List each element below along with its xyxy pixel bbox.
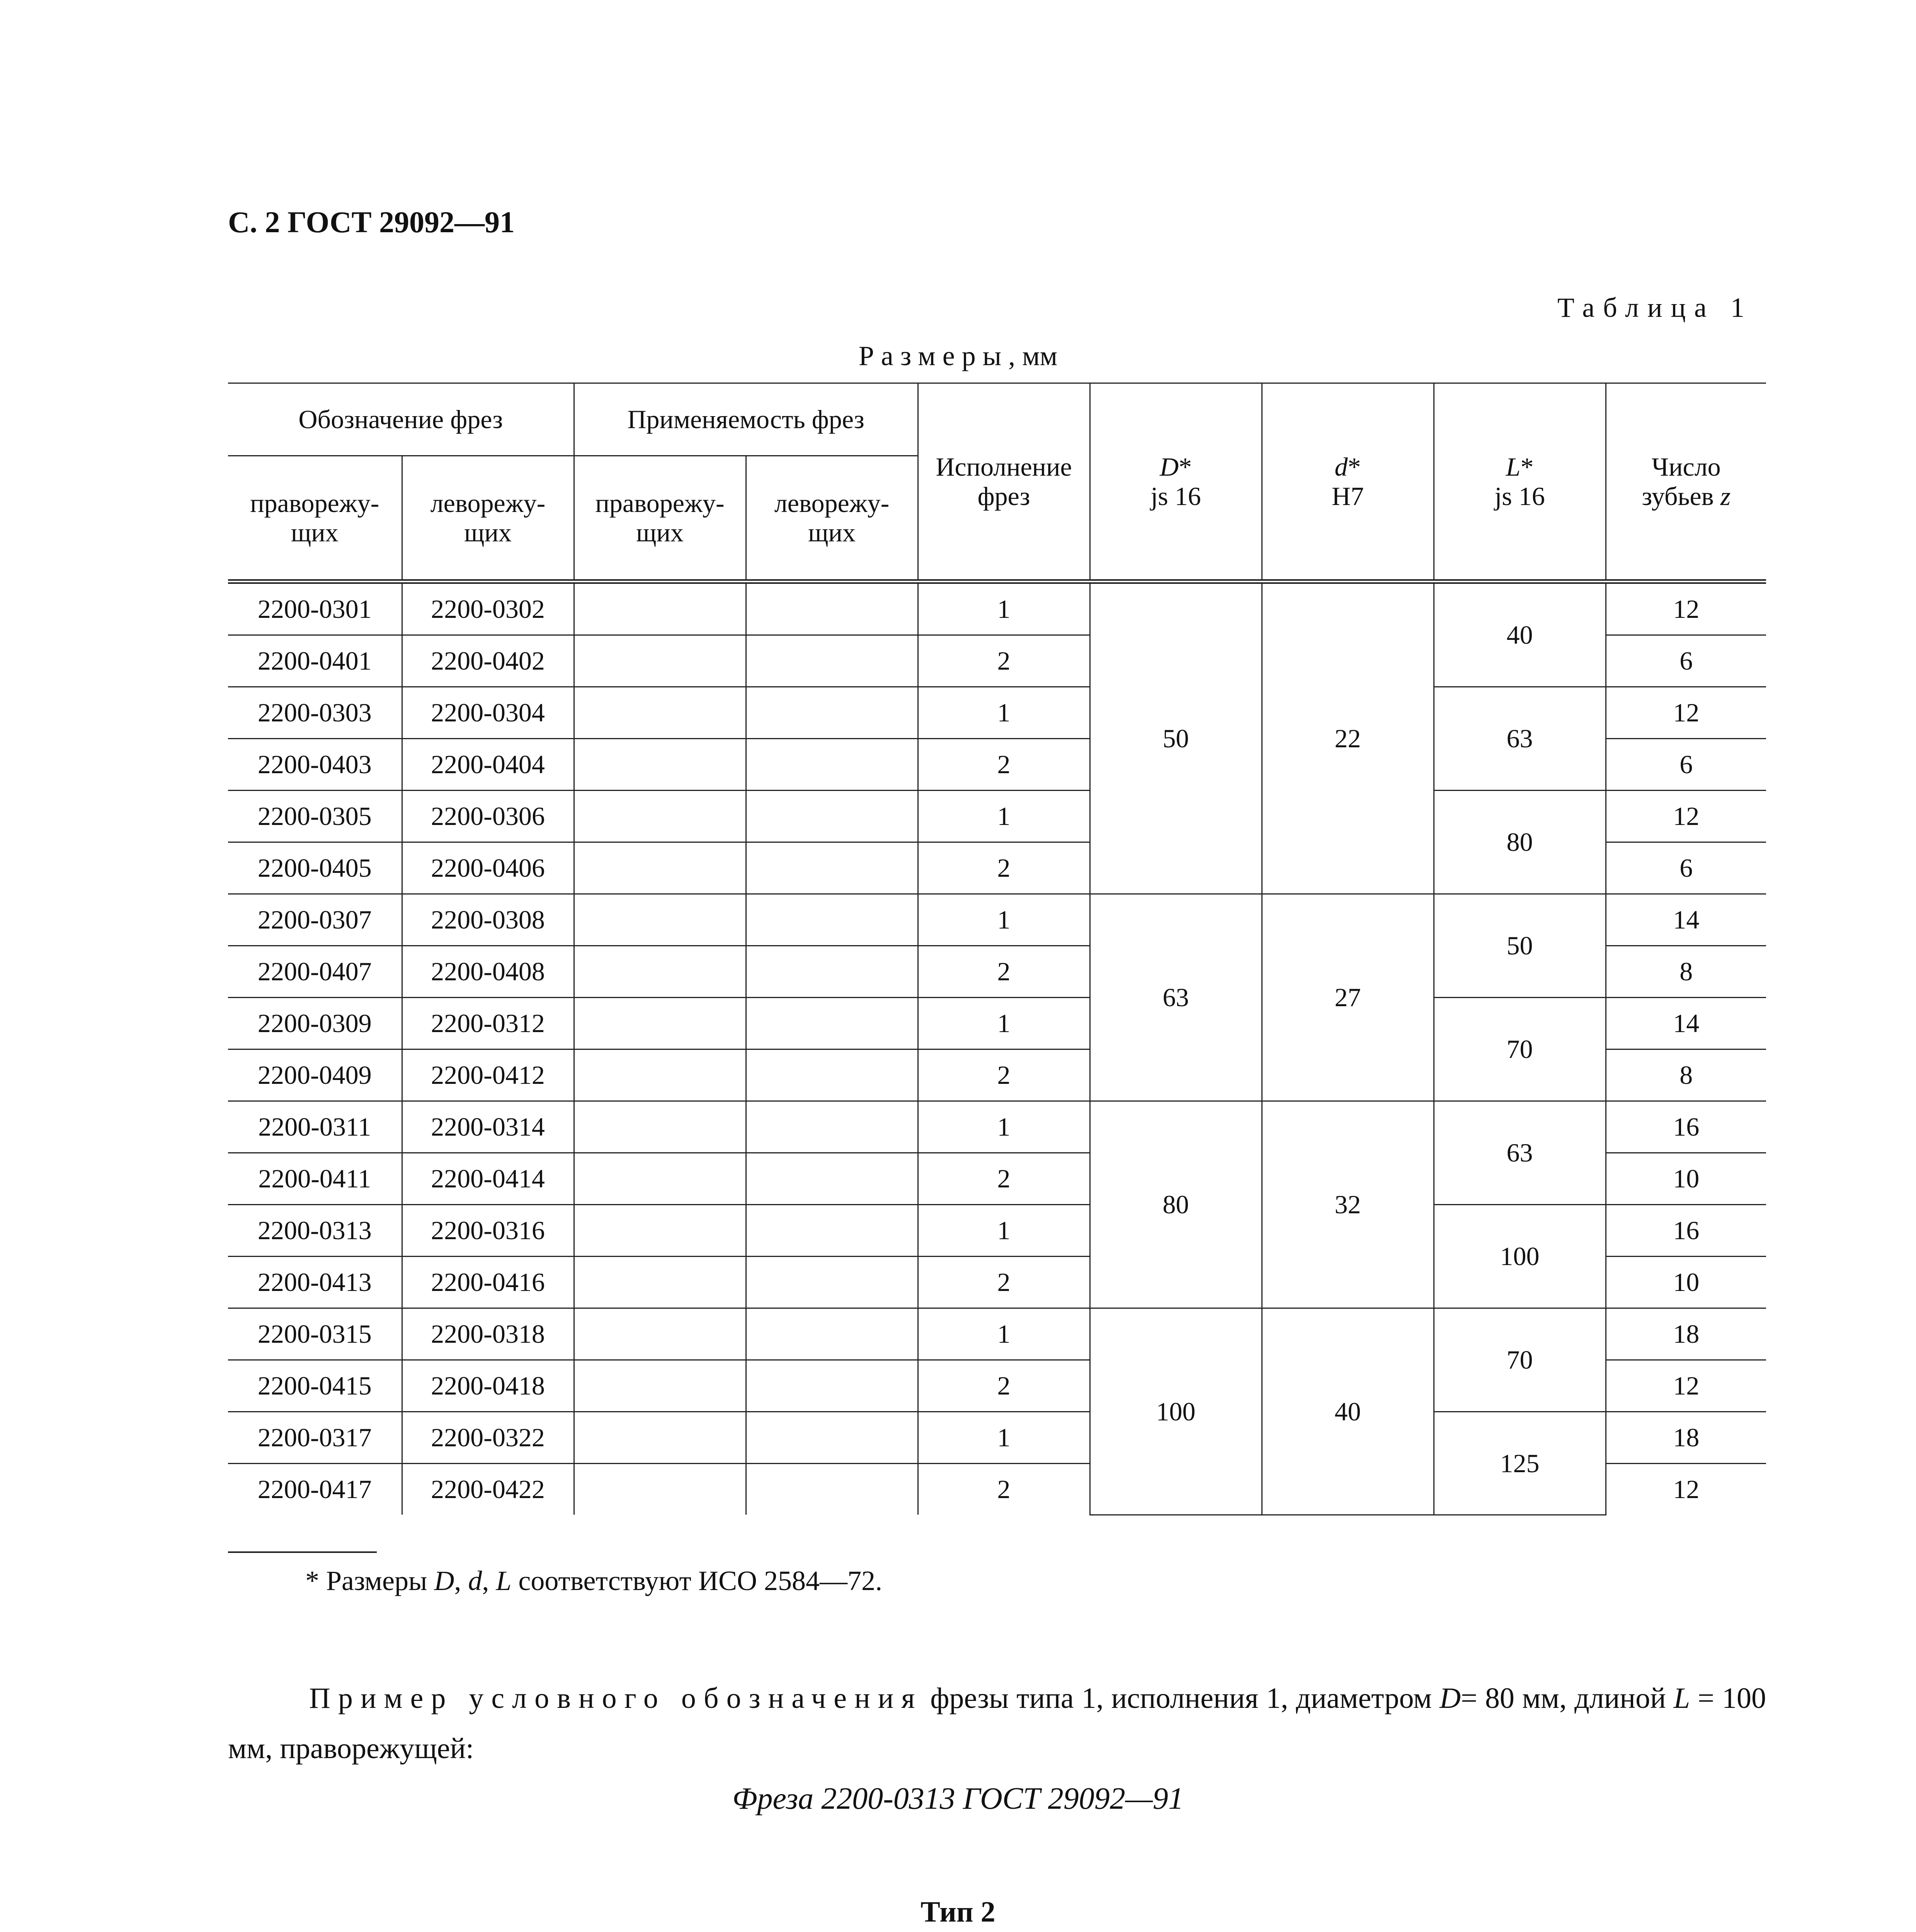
cell-left-applicability [746, 1464, 918, 1515]
cell-D: 63 [1090, 894, 1262, 1101]
cell-right-designation: 2200-0407 [228, 946, 402, 998]
cell-left-designation: 2200-0318 [402, 1308, 574, 1360]
cell-execution: 1 [918, 894, 1090, 946]
cell-teeth: 16 [1606, 1101, 1766, 1153]
cell-right-applicability [574, 687, 746, 739]
sizes-unit: , мм [1008, 340, 1058, 371]
cell-right-designation: 2200-0301 [228, 582, 402, 635]
cell-left-applicability [746, 946, 918, 998]
cell-right-designation: 2200-0405 [228, 842, 402, 894]
cell-left-designation: 2200-0316 [402, 1205, 574, 1257]
cell-left-applicability [746, 739, 918, 791]
cell-right-designation: 2200-0311 [228, 1101, 402, 1153]
footnote-rule [228, 1551, 377, 1553]
cell-d: 27 [1262, 894, 1434, 1101]
table-row [228, 998, 1766, 1049]
cell-right-designation: 2200-0315 [228, 1308, 402, 1360]
cell-right-applicability [574, 1049, 746, 1101]
cell-left-designation: 2200-0408 [402, 946, 574, 998]
table-row [228, 1308, 1766, 1360]
cell-left-designation: 2200-0416 [402, 1257, 574, 1308]
cell-execution: 1 [918, 1412, 1090, 1464]
cell-right-designation: 2200-0305 [228, 791, 402, 842]
cell-left-applicability [746, 1360, 918, 1412]
cell-teeth: 12 [1606, 582, 1766, 635]
cell-d: 32 [1262, 1101, 1434, 1308]
cell-right-designation: 2200-0309 [228, 998, 402, 1049]
cell-right-designation: 2200-0415 [228, 1360, 402, 1412]
table-body [228, 582, 1766, 1515]
figure-type-label: Тип 2 [921, 1896, 995, 1928]
cell-execution: 2 [918, 1049, 1090, 1101]
table-units [0, 340, 1916, 372]
cell-left-applicability [746, 1257, 918, 1308]
cell-right-applicability [574, 1205, 746, 1257]
cell-execution: 1 [918, 1308, 1090, 1360]
cell-left-designation: 2200-0402 [402, 635, 574, 687]
cell-left-applicability [746, 791, 918, 842]
header-d: d* H7 [1262, 383, 1434, 582]
header-teeth: Число зубьев z [1606, 383, 1766, 582]
cell-execution: 2 [918, 739, 1090, 791]
cell-L: 70 [1434, 1308, 1606, 1412]
cell-right-applicability [574, 894, 746, 946]
cell-left-applicability [746, 687, 918, 739]
cell-L: 50 [1434, 894, 1606, 998]
cell-d: 40 [1262, 1308, 1434, 1515]
designation-sample: Фреза 2200-0313 ГОСТ 29092—91 [732, 1782, 1184, 1816]
cell-left-applicability [746, 998, 918, 1049]
sizes-word: Размеры [858, 340, 1009, 371]
cell-left-designation: 2200-0322 [402, 1412, 574, 1464]
cell-right-applicability [574, 1153, 746, 1205]
table-row [228, 582, 1766, 635]
cell-left-designation: 2200-0418 [402, 1360, 574, 1412]
header-D: D* js 16 [1090, 383, 1262, 582]
cell-left-designation: 2200-0302 [402, 582, 574, 635]
cell-execution: 2 [918, 1257, 1090, 1308]
cell-teeth: 14 [1606, 894, 1766, 946]
cell-L: 70 [1434, 998, 1606, 1101]
cell-right-applicability [574, 791, 746, 842]
cell-teeth: 8 [1606, 946, 1766, 998]
cell-L: 100 [1434, 1205, 1606, 1308]
cell-L: 63 [1434, 1101, 1606, 1205]
footnote: * Размеры D, d, L соответствуют ИСО 2584—72. [305, 1565, 882, 1596]
cell-right-applicability [574, 842, 746, 894]
cell-left-applicability [746, 894, 918, 946]
cell-left-designation: 2200-0314 [402, 1101, 574, 1153]
cell-right-designation: 2200-0413 [228, 1257, 402, 1308]
cell-execution: 2 [918, 635, 1090, 687]
table-row [228, 1412, 1766, 1464]
cell-execution: 2 [918, 1360, 1090, 1412]
cell-execution: 2 [918, 1153, 1090, 1205]
cell-execution: 1 [918, 582, 1090, 635]
cell-D: 80 [1090, 1101, 1262, 1308]
cell-teeth: 6 [1606, 635, 1766, 687]
cell-execution: 1 [918, 1205, 1090, 1257]
dimensions-table [228, 383, 1766, 1515]
cell-right-applicability [574, 946, 746, 998]
cell-left-applicability [746, 1412, 918, 1464]
header-right-designation: праворежу- щих [228, 456, 402, 582]
cell-left-designation: 2200-0422 [402, 1464, 574, 1515]
cell-right-designation: 2200-0417 [228, 1464, 402, 1515]
cell-left-designation: 2200-0312 [402, 998, 574, 1049]
cell-execution: 2 [918, 946, 1090, 998]
table-row [228, 894, 1766, 946]
cell-execution: 1 [918, 1101, 1090, 1153]
cell-D: 50 [1090, 582, 1262, 894]
cell-left-designation: 2200-0304 [402, 687, 574, 739]
cell-teeth: 12 [1606, 1360, 1766, 1412]
cell-right-designation: 2200-0313 [228, 1205, 402, 1257]
cell-teeth: 16 [1606, 1205, 1766, 1257]
cell-right-designation: 2200-0317 [228, 1412, 402, 1464]
cell-left-applicability [746, 1308, 918, 1360]
cell-D: 100 [1090, 1308, 1262, 1515]
page-header: С. 2 ГОСТ 29092—91 [228, 205, 515, 239]
cell-teeth: 6 [1606, 739, 1766, 791]
cell-right-designation: 2200-0409 [228, 1049, 402, 1101]
cell-teeth: 18 [1606, 1308, 1766, 1360]
cell-teeth: 8 [1606, 1049, 1766, 1101]
cell-left-applicability [746, 635, 918, 687]
cell-execution: 2 [918, 842, 1090, 894]
table-row [228, 1101, 1766, 1153]
cell-right-designation: 2200-0411 [228, 1153, 402, 1205]
cell-d: 22 [1262, 582, 1434, 894]
cell-L: 40 [1434, 582, 1606, 687]
cell-left-applicability [746, 582, 918, 635]
cell-teeth: 6 [1606, 842, 1766, 894]
cell-right-applicability [574, 1360, 746, 1412]
cell-left-designation: 2200-0414 [402, 1153, 574, 1205]
table-row [228, 687, 1766, 739]
cell-right-applicability [574, 998, 746, 1049]
cell-execution: 1 [918, 791, 1090, 842]
cell-right-applicability [574, 582, 746, 635]
cell-execution: 1 [918, 687, 1090, 739]
cell-teeth: 14 [1606, 998, 1766, 1049]
header-right-applicability: праворежу- щих [574, 456, 746, 582]
cell-teeth: 12 [1606, 687, 1766, 739]
cell-right-designation: 2200-0403 [228, 739, 402, 791]
cell-left-designation: 2200-0404 [402, 739, 574, 791]
cell-right-designation: 2200-0401 [228, 635, 402, 687]
cell-teeth: 12 [1606, 791, 1766, 842]
cell-execution: 1 [918, 998, 1090, 1049]
cell-left-applicability [746, 1049, 918, 1101]
cell-L: 63 [1434, 687, 1606, 791]
cell-right-designation: 2200-0307 [228, 894, 402, 946]
cell-left-designation: 2200-0306 [402, 791, 574, 842]
header-left-designation: леворежу- щих [402, 456, 574, 582]
cell-left-applicability [746, 1205, 918, 1257]
table-row [228, 1205, 1766, 1257]
cell-right-applicability [574, 739, 746, 791]
header-applicability: Применяемость фрез [574, 383, 918, 456]
cell-teeth: 10 [1606, 1153, 1766, 1205]
cell-left-applicability [746, 842, 918, 894]
cell-execution: 2 [918, 1464, 1090, 1515]
header-designation: Обозначение фрез [228, 383, 574, 456]
header-left-applicability: леворежу- щих [746, 456, 918, 582]
table-row [228, 791, 1766, 842]
table-label: Таблица 1 [1557, 292, 1753, 323]
cell-right-applicability [574, 1308, 746, 1360]
cell-left-applicability [746, 1101, 918, 1153]
cell-left-designation: 2200-0406 [402, 842, 574, 894]
header-execution: Исполнение фрез [918, 383, 1090, 582]
cell-right-applicability [574, 635, 746, 687]
cell-left-applicability [746, 1153, 918, 1205]
cell-L: 80 [1434, 791, 1606, 894]
cell-right-applicability [574, 1464, 746, 1515]
cell-right-designation: 2200-0303 [228, 687, 402, 739]
designation-example: Пример условного обозначения фрезы типа 1, исполнения 1, диаметром D= 80 мм, длиной L = 100 мм, праворежущей: [228, 1682, 1766, 1765]
cell-teeth: 12 [1606, 1464, 1766, 1515]
cell-teeth: 10 [1606, 1257, 1766, 1308]
cell-right-applicability [574, 1101, 746, 1153]
cell-teeth: 18 [1606, 1412, 1766, 1464]
cell-right-applicability [574, 1257, 746, 1308]
cell-left-designation: 2200-0308 [402, 894, 574, 946]
cell-L: 125 [1434, 1412, 1606, 1515]
cell-left-designation: 2200-0412 [402, 1049, 574, 1101]
header-L: L* js 16 [1434, 383, 1606, 582]
cell-right-applicability [574, 1412, 746, 1464]
